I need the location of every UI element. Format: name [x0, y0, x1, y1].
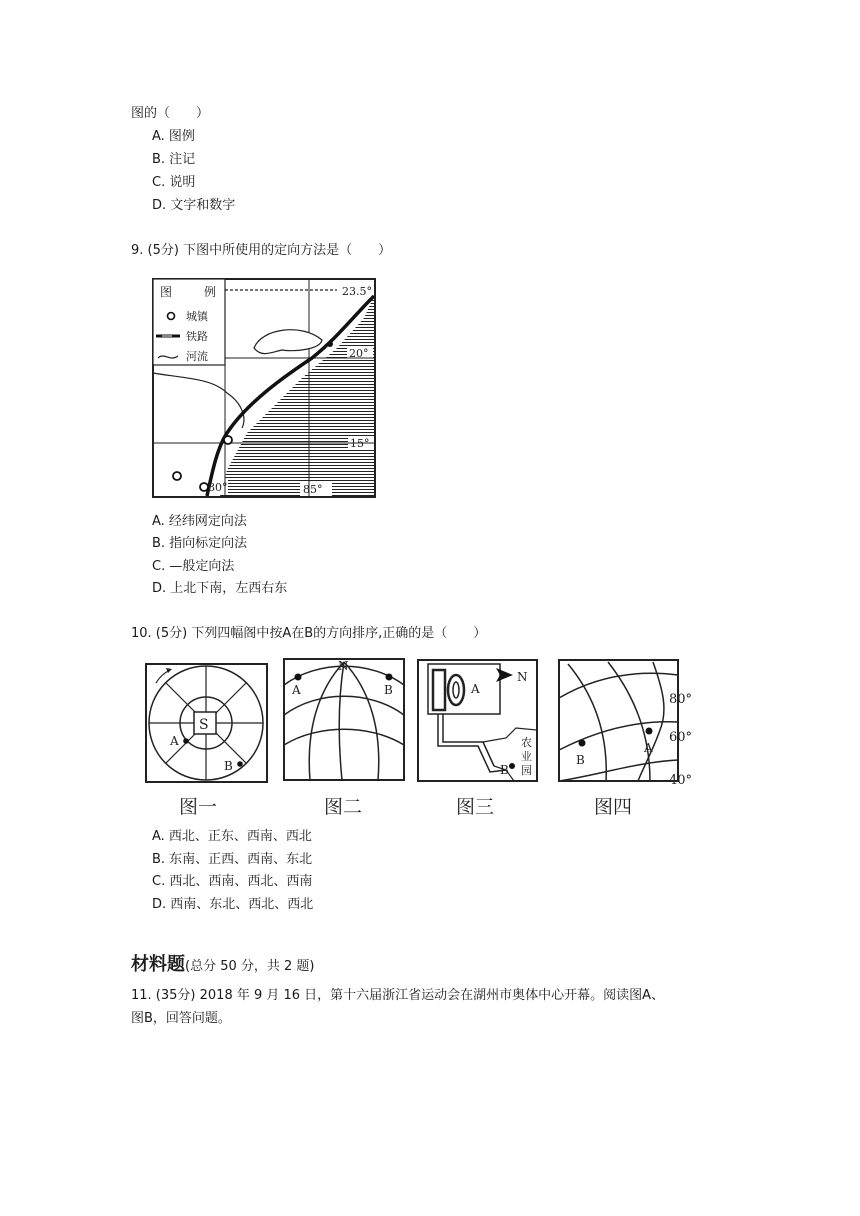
- legend-rail-label: 铁路: [186, 330, 208, 343]
- fig1-s-label: S: [199, 717, 209, 733]
- q11-stem-line2: 图B，回答问题。: [131, 1011, 231, 1026]
- city-marker: [200, 483, 208, 491]
- fig4-lat-40: 40°: [669, 773, 693, 788]
- q9-option-c: C. —般定向法: [152, 559, 235, 574]
- fig2-caption: 图二: [324, 796, 363, 818]
- fig2-point-b: [386, 674, 393, 681]
- fig3-n-label: N: [517, 670, 528, 684]
- q8-option-c: C. 说明: [152, 175, 196, 190]
- q10-option-b: B. 东南、正西、西南、东北: [152, 852, 313, 867]
- legend-river-label: 河流: [186, 350, 208, 363]
- q8-option-b: B. 注记: [152, 152, 196, 167]
- fig2-point-a: [295, 674, 302, 681]
- q9-map-figure: [152, 278, 378, 500]
- fig1-a-label: A: [170, 734, 179, 748]
- fig3-farm-3: 园: [521, 764, 532, 777]
- fig4-a-label: A: [644, 741, 653, 755]
- fig3-farm-1: 农: [521, 736, 532, 749]
- fig1-caption: 图一: [179, 796, 218, 818]
- fig1-point-b: [237, 761, 243, 767]
- city-marker: [224, 436, 232, 444]
- q9-option-a: A. 经纬网定向法: [152, 514, 247, 529]
- fig1-point-a: [183, 738, 189, 744]
- q9-stem: 9. (5分) 下图中所使用的定向方法是（ ）: [131, 243, 392, 258]
- fig2-b-label: B: [384, 683, 393, 697]
- q10-option-c: C. 西北、西南、西北、西南: [152, 874, 313, 889]
- fig4-b-label: B: [576, 753, 585, 767]
- fig3-a-label: A: [471, 682, 480, 696]
- q10-option-d: D. 西南、东北、西北、西北: [152, 897, 314, 912]
- legend-city-icon: [168, 313, 175, 320]
- lon-label-80: 80°: [208, 481, 228, 494]
- q9-option-d: D. 上北下南，左西右东: [152, 581, 288, 596]
- fig2-a-label: A: [292, 683, 301, 697]
- fig4-point-a: [646, 728, 653, 735]
- q8-option-a: A. 图例: [152, 129, 195, 144]
- fig4-point-b: [579, 740, 586, 747]
- city-marker: [173, 472, 181, 480]
- legend-city-label: 城镇: [186, 310, 208, 323]
- section-title: 材料题: [131, 954, 185, 975]
- figure-3: [418, 660, 537, 818]
- q8-stem-tail: 图的（ ）: [131, 106, 210, 121]
- section-subtitle: (总分 50 分，共 2 题): [185, 959, 315, 974]
- lat-label-20: 20°: [349, 347, 369, 360]
- fig4-caption: 图四: [594, 796, 633, 818]
- lat-label-235: 23.5°: [342, 285, 372, 298]
- fig3-farm-2: 业: [521, 750, 532, 763]
- lon-label-85: 85°: [303, 483, 323, 496]
- fig3-point-b: [509, 763, 515, 769]
- q10-stem: 10. (5分) 下列四幅阁中按A在B的方向排序,正确的是（ ）: [131, 626, 487, 641]
- q11-stem-line1: 11. (35分) 2018 年 9 月 16 日，第十六届浙江省运动会在湖州市奥体中心开幕。阅读图A、: [131, 988, 665, 1003]
- figure-1: [146, 664, 267, 818]
- fig3-caption: 图三: [456, 796, 495, 818]
- fig4-lat-60: 60°: [669, 730, 693, 745]
- fig2-n-label: N: [338, 659, 349, 673]
- legend-title-a: 图: [160, 285, 173, 299]
- q8-option-d: D. 文字和数字: [152, 198, 236, 213]
- section-heading: [131, 950, 315, 976]
- fig1-b-label: B: [224, 759, 233, 773]
- figure-2: [284, 659, 404, 818]
- fig4-lat-80: 80°: [669, 692, 693, 707]
- fig3-b-label: B: [500, 763, 509, 777]
- q10-figures: [138, 650, 702, 822]
- figure-4: [559, 660, 692, 818]
- q10-option-a: A. 西北、正东、西南、西北: [152, 829, 312, 844]
- q9-option-b: B. 指向标定向法: [152, 536, 248, 551]
- legend-title-b: 例: [204, 285, 217, 299]
- lat-label-15: 15°: [350, 437, 370, 450]
- city-marker: [327, 341, 333, 347]
